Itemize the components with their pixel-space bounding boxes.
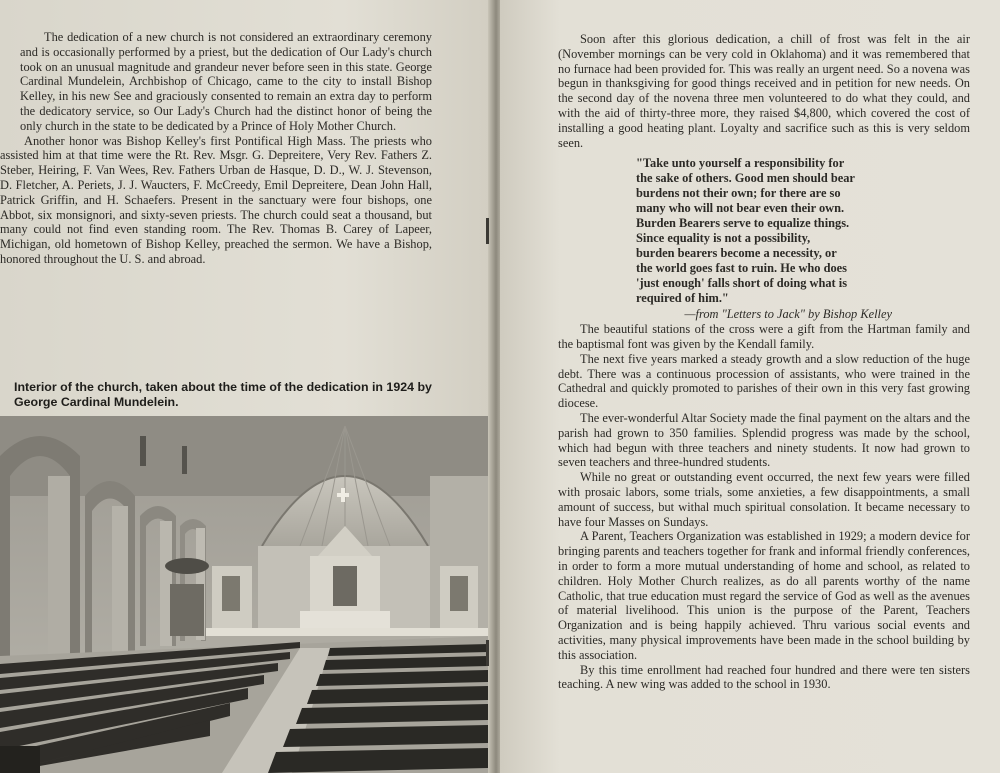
quote-line: 'just enough' falls short of doing what is — [636, 276, 848, 291]
left-paragraph: Another honor was Bishop Kelley's first Pontifical High Mass. The priests who assisted him at that time were the Rt. Rev. Msgr. G. Depreitere, Very Rev. Fathers Z. Steber, Heiring, F. Van Wees, Rev. Fathers Urban de Hasque, D. D., W. J. Stevenson, D. Fletcher, A. Periets, J. J. Waucters, F. McCreedy, Emil Depreitere, Dean John Hall, Patrick Griffin, and H. Schaefers. Present in the sanctuary were four bishops, one Abbot, six monsignori, and sixty-seven priests. The church could seat a thousand, but many could not find even standing room. The Rev. Thomas B. Carey of Lapeer, Michigan, old hometown of Bishop Kelley, preached the sermon. We have a Bishop, honored throughout the U. S. and abroad. — [0, 133, 432, 266]
bishop-quote — [636, 156, 876, 306]
quote-attribution: —from "Letters to Jack" by Bishop Kelley — [684, 307, 892, 322]
right-paragraph: While no great or outstanding event occurred, the next few years were filled with prosaic labors, some trials, some anxieties, a few disappointments, a small amount of success, but withal much spiritual consolation. It became necessary to have four Masses on Sundays. — [558, 470, 970, 529]
quote-line: burden bearers become a necessity, or — [636, 246, 837, 261]
quote-line: required of him." — [636, 291, 729, 306]
left-page — [0, 0, 492, 773]
church-interior-photo — [0, 416, 488, 773]
right-paragraph: Soon after this glorious dedication, a chill of frost was felt in the air (November mornings can be very cold in Oklahoma) and it was remembered that no furnace had been provided for. This was really an urgent need. So a novena was begun in thanksgiving for good things received and in petition for new needs. On the second day of the novena three men volunteered to do what they could, and with the aid of thirty-three more, they raised $4,800, which covered the cost of installing a good heating plant. Loyalty and sacrifice such as this is very seldom seen. — [558, 32, 970, 150]
quote-line: the world goes fast to ruin. He who does — [636, 261, 847, 276]
binding-thread — [486, 640, 489, 666]
right-paragraph: The beautiful stations of the cross were a gift from the Hartman family and the baptismal font was given by the Kendall family. — [558, 322, 970, 351]
right-paragraph: The ever-wonderful Altar Society made the final payment on the altars and the parish had grown to 350 families. Splendid progress was made by the school, which had begun with three teachers and ninety students. It now had grown to seven teachers and three-hundred students. — [558, 410, 970, 470]
quote-line: the sake of others. Good men should bear — [636, 171, 855, 186]
binding-thread — [486, 218, 489, 244]
quote-line: Since equality is not a possibility, — [636, 231, 811, 246]
right-paragraph: A Parent, Teachers Organization was established in 1929; a modern device for bringing parents and teachers together for frank and informal friendly conferences, in order to form a more mutual understanding of home and school, as related to children. Holy Mother Church realizes, as do all parents worthy of the name Catholic, that true education must regard the service of God as well as the avenues of material livelihood. This union is the purpose of the Parent, Teachers Organization and is being happily achieved. Thru various social events and activities, many physical improvements have been made in the school building by this association. — [558, 529, 970, 662]
left-text-column — [0, 30, 432, 267]
quote-line: "Take unto yourself a responsibility for — [636, 156, 845, 171]
quote-line: Burden Bearers serve to equalize things. — [636, 216, 850, 231]
quote-line: many who will not bear even their own. — [636, 201, 845, 216]
photo-caption: Interior of the church, taken about the time of the dedication in 1924 by George Cardinal Mundelein. — [14, 380, 432, 409]
left-paragraph: The dedication of a new church is not considered an extraordinary ceremony and is occasionally performed by a priest, but the dedication of Our Lady's church took on an unusual magnitude and grandeur never before seen in this state. George Cardinal Mundelein, Archbishop of Chicago, came to the city to install Bishop Kelley, in his new See and graciously consented to remain an extra day to perform the dedicatory service, so Our Lady's Church had the distinct honor of being the only church in the state to be dedicated by a Prince of Holy Mother Church. — [20, 30, 432, 133]
right-paragraph: By this time enrollment had reached four hundred and there were ten sisters teaching. A new wing was added to the school in 1930. — [558, 662, 970, 692]
right-page — [500, 0, 1000, 773]
right-text-column — [558, 32, 970, 692]
quote-line: burdens not their own; for there are so — [636, 186, 841, 201]
right-paragraph: The next five years marked a steady growth and a slow reduction of the huge debt. There was a continuous procession of assistants, who were trained in the Cathedral and quickly promoted to parishes of their own in this very fast growing diocese. — [558, 351, 970, 411]
